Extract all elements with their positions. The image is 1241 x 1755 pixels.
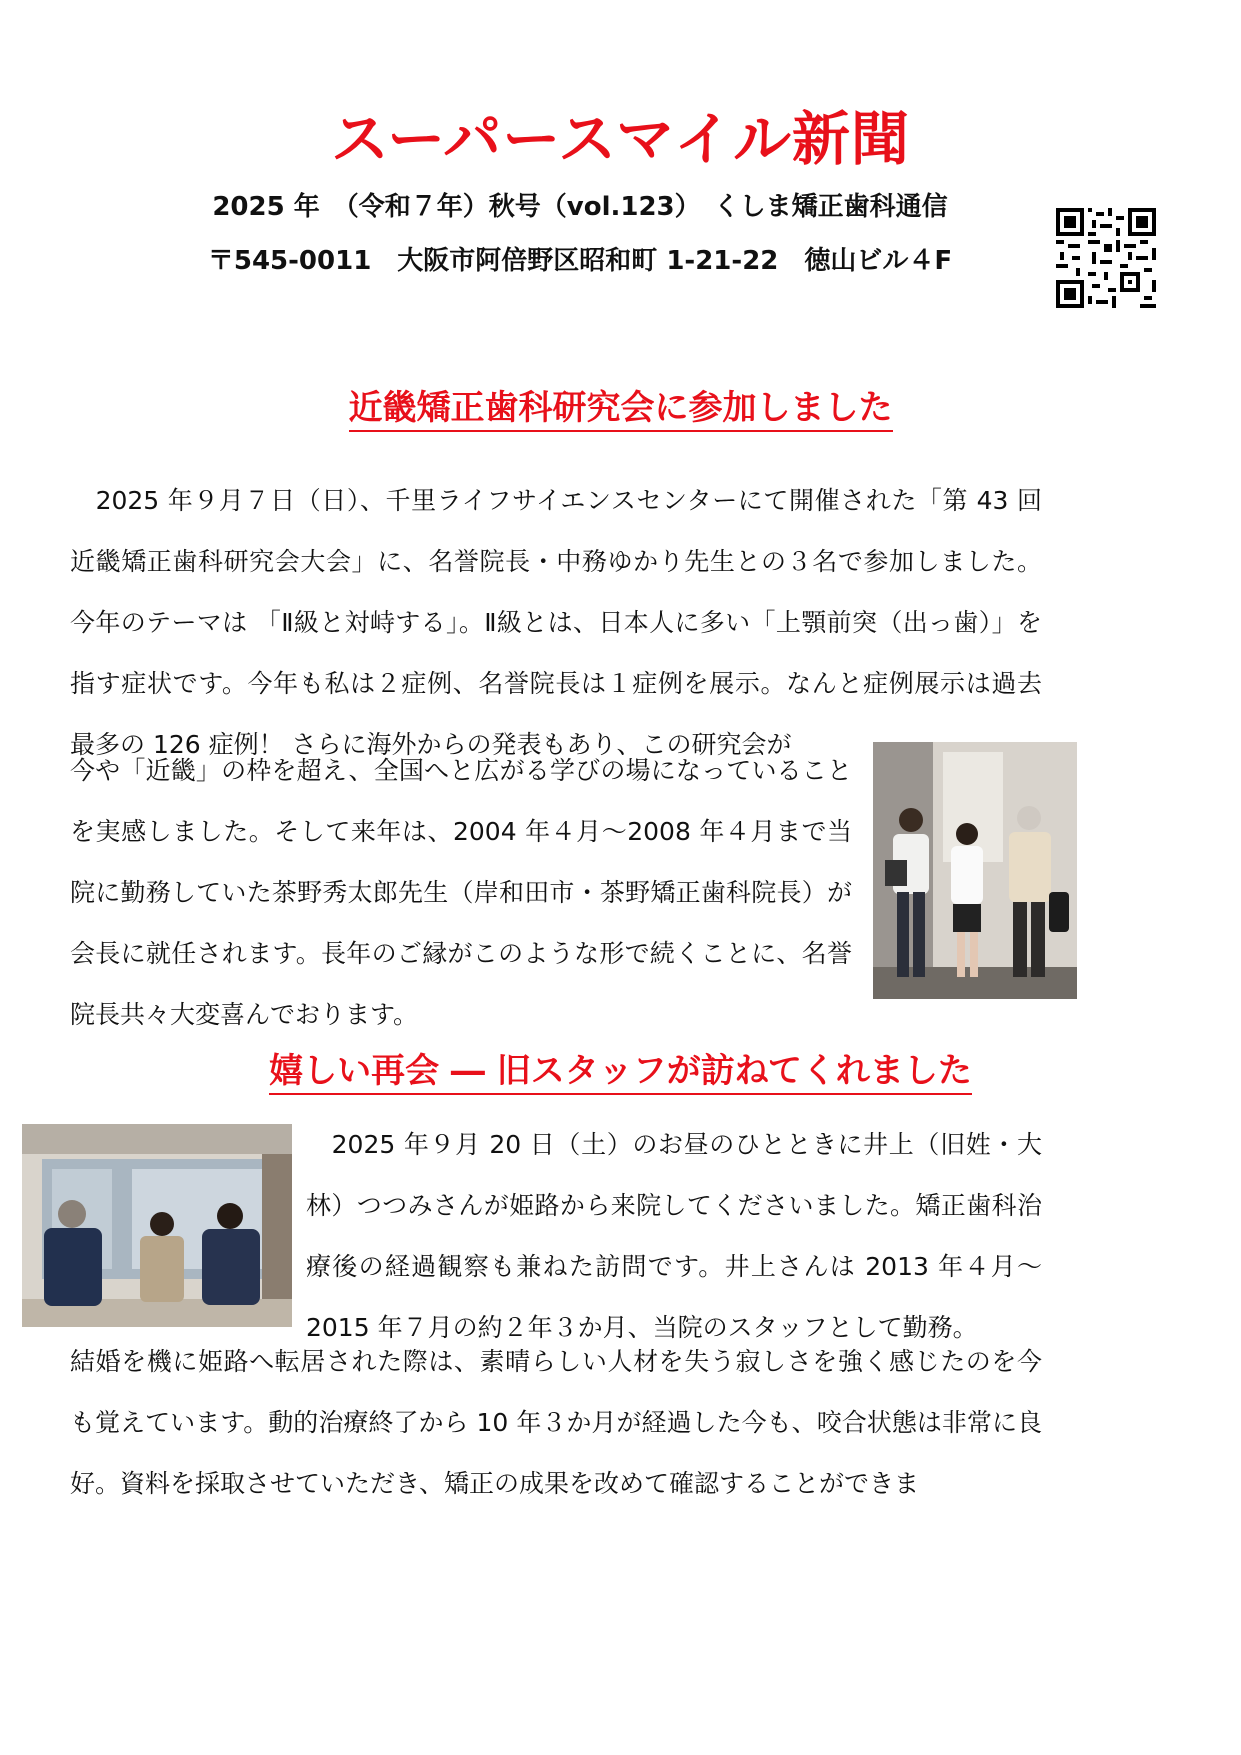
article1-paragraph-wrapped: 今や「近畿」の枠を超え、全国へと広がる学びの場になっていることを実感しました。そして来年は、2004 年４月～2008 年４月まで当院に勤務していた茶野秀太郎先生（岸和田市・茶野矯正歯科院長）が会長に就任されます。長年のご縁がこのような形で続くことに、名誉院長共々大変喜んでおります。 bbox=[70, 756, 852, 1029]
reunion-group-photo bbox=[22, 1124, 292, 1327]
article2-paragraph-wrapped: 2025 年９月 20 日（土）のお昼のひとときに井上（旧姓・大林）つつみさんが姫路から来院してくださいました。矯正歯科治療後の経過観察も兼ねた訪問です。井上さんは 2013 年４月～2015 年７月の約２年３か月、当院のスタッフとして勤務。 bbox=[306, 1130, 1042, 1342]
conference-group-photo bbox=[873, 742, 1077, 999]
article2-heading: 嬉しい再会 ― 旧スタッフが訪ねてくれました bbox=[0, 1043, 1241, 1092]
article1-paragraph: 2025 年９月７日（日）、千里ライフサイエンスセンターにて開催された「第 43 回 近畿矯正歯科研究会大会」に、名誉院長・中務ゆかり先生との３名で参加しました。今年のテーマは 「Ⅱ級と対峙する」。Ⅱ級とは、日本人に多い「上顎前突（出っ歯）」を指す症状です。今年も私は２症例、名誉院長は１症例を展示。なんと症例展示は過去最多の 126 症例！ さらに海外からの発表もあり、この研究会が bbox=[70, 486, 1042, 759]
newsletter-title: スーパースマイル新聞 bbox=[331, 105, 910, 173]
article2-paragraph: 結婚を機に姫路へ転居された際は、素晴らしい人材を失う寂しさを強く感じたのを今も覚えています。動的治療終了から 10 年３か月が経過した今も、咬合状態は非常に良好。資料を採取させていただき、矯正の成果を改めて確認することができま bbox=[70, 1347, 1042, 1498]
qr-code-icon bbox=[1056, 208, 1156, 308]
article1-heading: 近畿矯正歯科研究会に参加しました bbox=[0, 380, 1241, 429]
address-line: 〒545-0011 大阪市阿倍野区昭和町 1-21-22 徳山ビル４F bbox=[207, 246, 953, 276]
issue-line: 2025 年 （令和７年）秋号（vol.123） くしま矯正歯科通信 bbox=[212, 192, 948, 222]
